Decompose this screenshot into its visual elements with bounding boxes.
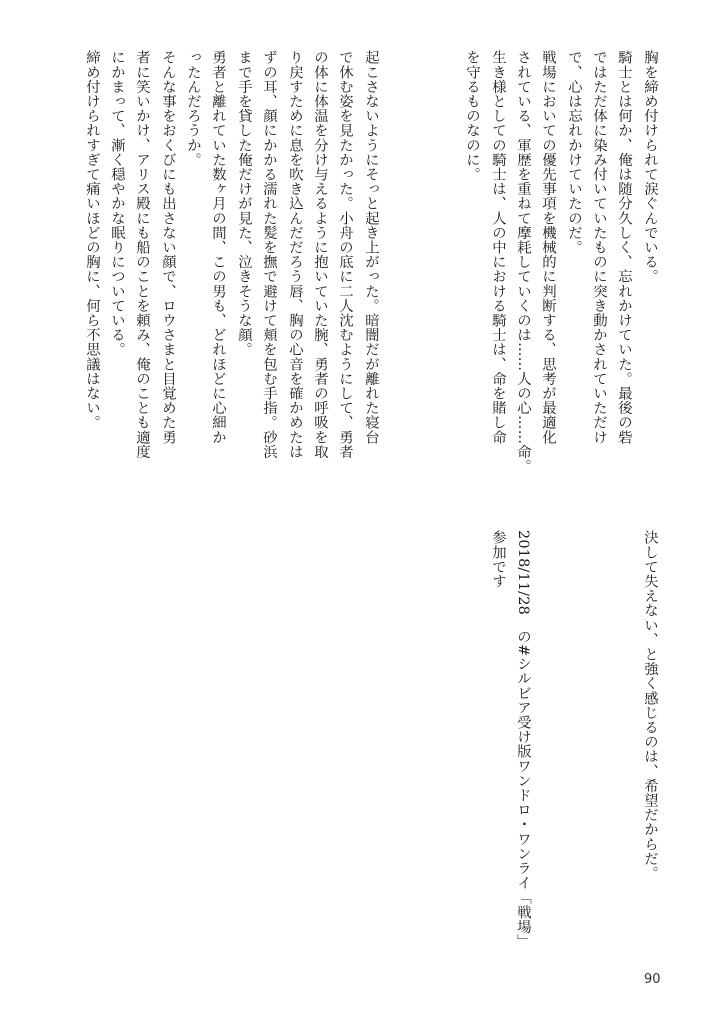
text-line: で、心は忘れかけていたのだ。 — [566, 50, 582, 255]
text-line: にかまって、漸く穏やかな眠りについている。 — [109, 50, 125, 357]
text-line: そんな事をおくびにも出さない顔で、ロウさまと目覚めた勇 — [160, 50, 176, 445]
text-line: 騎士とは何か、俺は随分久しく、忘れかけていた。最後の砦 — [616, 50, 632, 445]
text-line: 胸を締め付けられて涙ぐんでいる。 — [642, 50, 658, 284]
text-line: ったんだろうか。 — [185, 50, 201, 167]
text-line: 決して失えない、と強く感じるのは、希望だからだ。 — [642, 530, 658, 881]
text-line: ではただ体に染み付いていたものに突き動かされていただけ — [591, 50, 607, 445]
page-number: 90 — [644, 972, 661, 987]
text-line: 勇者と離れていた数ヶ月の間、この男も、どれほどに心細か — [210, 50, 226, 445]
text-line: 起こさないようにそっと起き上がった。暗闇だが離れた寝台 — [363, 50, 379, 445]
text-line: されている、軍歴を重ねて摩耗していくのは……人の心……命。 — [515, 50, 531, 474]
text-line: の体に体温を分け与えるように抱いていた腕、勇者の呼吸を取 — [312, 50, 328, 459]
text-line: で休む姿を見たかった。小舟の底に二人沈むようにして、勇者 — [337, 50, 353, 459]
text-line: まで手を貸した俺だけが見た、泣きそうな顔。 — [236, 50, 252, 357]
text-line: 戦場においての優先事項を機械的に判断する、思考が最適化 — [540, 50, 556, 445]
text-line: 2018/11/28 の#シルビア受け版ワンドロ・ワンライ「戦場」 — [515, 530, 531, 949]
text-line: 生き様としての騎士は、人の中における騎士は、命を賭し命 — [490, 50, 506, 445]
text-line: り戻すために息を吹き込んだだろう唇、胸の心音を確かめたは — [287, 50, 303, 459]
text-line: を守るものなのに。 — [464, 50, 480, 182]
text-line: 者に笑いかけ、アリス殿にも船のことを頼み、俺のことも適度 — [134, 50, 150, 459]
text-line: 参加です — [490, 530, 506, 589]
text-line: 締め付けられすぎて痛いほどの胸に、何ら不思議はない。 — [84, 50, 100, 430]
text-line: ずの耳、顔にかかる濡れた髪を撫で避けて頬を包む手指。砂浜 — [261, 50, 277, 459]
